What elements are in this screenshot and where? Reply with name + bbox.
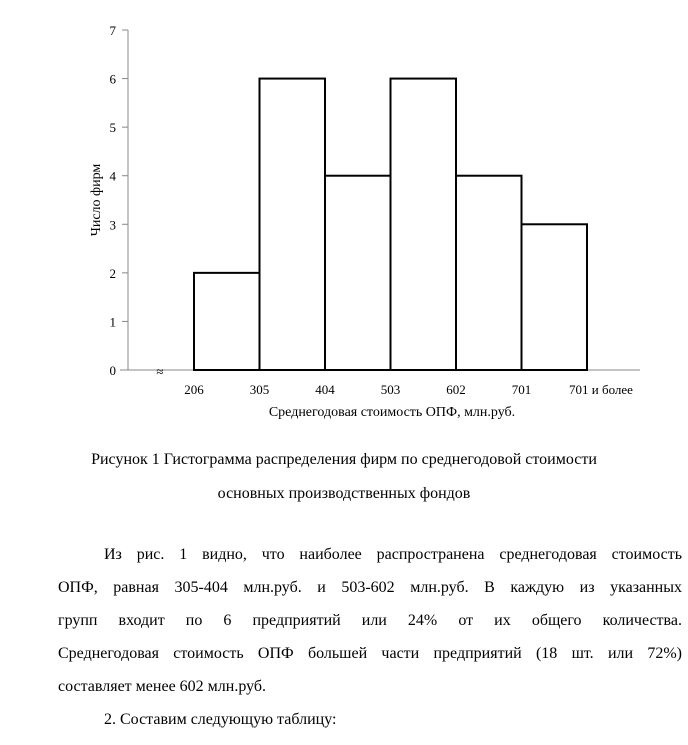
histogram-bar — [456, 176, 522, 370]
y-tick-label: 1 — [109, 314, 116, 330]
x-axis-label: Среднегодовая стоимость ОПФ, млн.руб. — [268, 405, 516, 420]
paragraph-1 — [58, 538, 682, 703]
x-tick-label: 503 — [380, 382, 401, 397]
x-tick-label: 404 — [315, 382, 335, 397]
y-tick-label: 6 — [109, 71, 116, 87]
axis-break-mark: ≈ — [156, 364, 164, 379]
x-tick-label: 701 и более — [569, 382, 633, 397]
y-tick-label: 4 — [109, 168, 116, 184]
y-tick-label: 2 — [109, 265, 116, 281]
y-tick-label: 0 — [109, 363, 116, 378]
paragraph-line: Из рис. 1 видно, что наиболее распространена среднегодовая стоимость — [104, 546, 682, 563]
paragraph-line: 2. Составим следующую таблицу: — [104, 711, 337, 728]
x-tick-label: 305 — [249, 382, 270, 397]
x-tick-label: 701 — [511, 382, 532, 397]
histogram-bar — [325, 176, 391, 370]
histogram-bar — [391, 79, 457, 370]
y-axis-label: Число фирм — [89, 163, 104, 237]
paragraph-line: составляет менее 602 млн.руб. — [58, 678, 267, 695]
histogram-bar — [194, 273, 260, 370]
y-tick-label: 3 — [109, 217, 116, 233]
paragraph-line: групп входит по 6 предприятий или 24% от их общего количества. — [58, 612, 682, 629]
paragraph-2 — [58, 703, 682, 736]
x-tick-label: 602 — [446, 382, 466, 397]
x-tick-label: 206 — [184, 382, 204, 397]
histogram-bar — [260, 79, 326, 370]
caption-line-1: Рисунок 1 Гистограмма распределения фирм по среднегодовой стоимости — [91, 451, 597, 468]
caption-line-2: основных производственных фондов — [217, 485, 471, 502]
paragraph-line: Среднегодовая стоимость ОПФ большей части предприятий (18 шт. или 72%) — [58, 645, 682, 662]
histogram-bar — [522, 224, 588, 370]
paragraph-line: ОПФ, равная 305-404 млн.руб. и 503-602 млн.руб. В каждую из указанных — [58, 579, 682, 596]
y-tick-label: 7 — [109, 23, 116, 38]
figure-caption — [0, 443, 688, 511]
y-tick-label: 5 — [109, 120, 116, 136]
